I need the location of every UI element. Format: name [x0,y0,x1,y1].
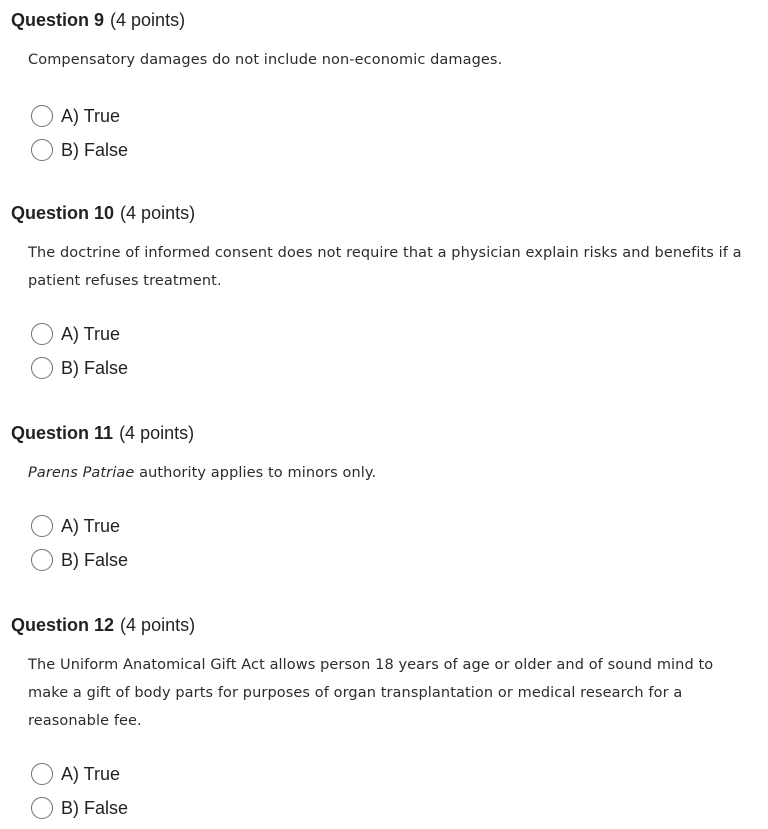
radio-button[interactable] [31,549,53,571]
question-points: (4 points) [120,615,196,635]
option-label: A) True [61,516,121,536]
option-label: B) False [61,140,129,160]
question-number: Question 10 [11,203,115,223]
question-text-part: Compensatory damages do not include non-economic damages. [28,52,503,68]
option-label: A) True [61,764,121,784]
radio-button[interactable] [31,139,53,161]
question-title [11,614,195,636]
option-label: A) True [61,106,121,126]
option-true[interactable] [31,321,120,347]
option-true[interactable] [31,103,120,129]
question-title [11,9,185,31]
option-label: B) False [61,798,129,818]
option-label: B) False [61,358,129,378]
question-text-part: The Uniform Anatomical Gift Act allows person 18 years of age or older and of sound mind to make a gift of body parts for purposes of organ transplantation or medical research for a reasonable fee. [28,657,714,729]
option-label: B) False [61,550,129,570]
radio-button[interactable] [31,763,53,785]
question-number: Question 11 [11,423,114,443]
question-points: (4 points) [119,423,195,443]
option-true[interactable] [31,761,120,787]
option-false[interactable] [31,795,128,821]
option-false[interactable] [31,547,128,573]
question-points: (4 points) [110,10,186,30]
question-text [28,239,756,295]
option-false[interactable] [31,137,128,163]
question-title [11,422,194,444]
option-false[interactable] [31,355,128,381]
question-number: Question 12 [11,615,115,635]
radio-button[interactable] [31,515,53,537]
question-text [28,651,756,735]
question-text-part: authority applies to minors only. [134,465,377,481]
question-title [11,202,195,224]
radio-button[interactable] [31,105,53,127]
radio-button[interactable] [31,797,53,819]
option-label: A) True [61,324,121,344]
question-text-italic: Parens Patriae [28,465,135,481]
radio-button[interactable] [31,323,53,345]
question-points: (4 points) [120,203,196,223]
question-number: Question 9 [11,10,105,30]
question-text-part: The doctrine of informed consent does not require that a physician explain risks and benefits if a patient refuses treatment. [28,245,742,289]
option-true[interactable] [31,513,120,539]
question-text [28,459,756,487]
question-text [28,46,756,74]
radio-button[interactable] [31,357,53,379]
